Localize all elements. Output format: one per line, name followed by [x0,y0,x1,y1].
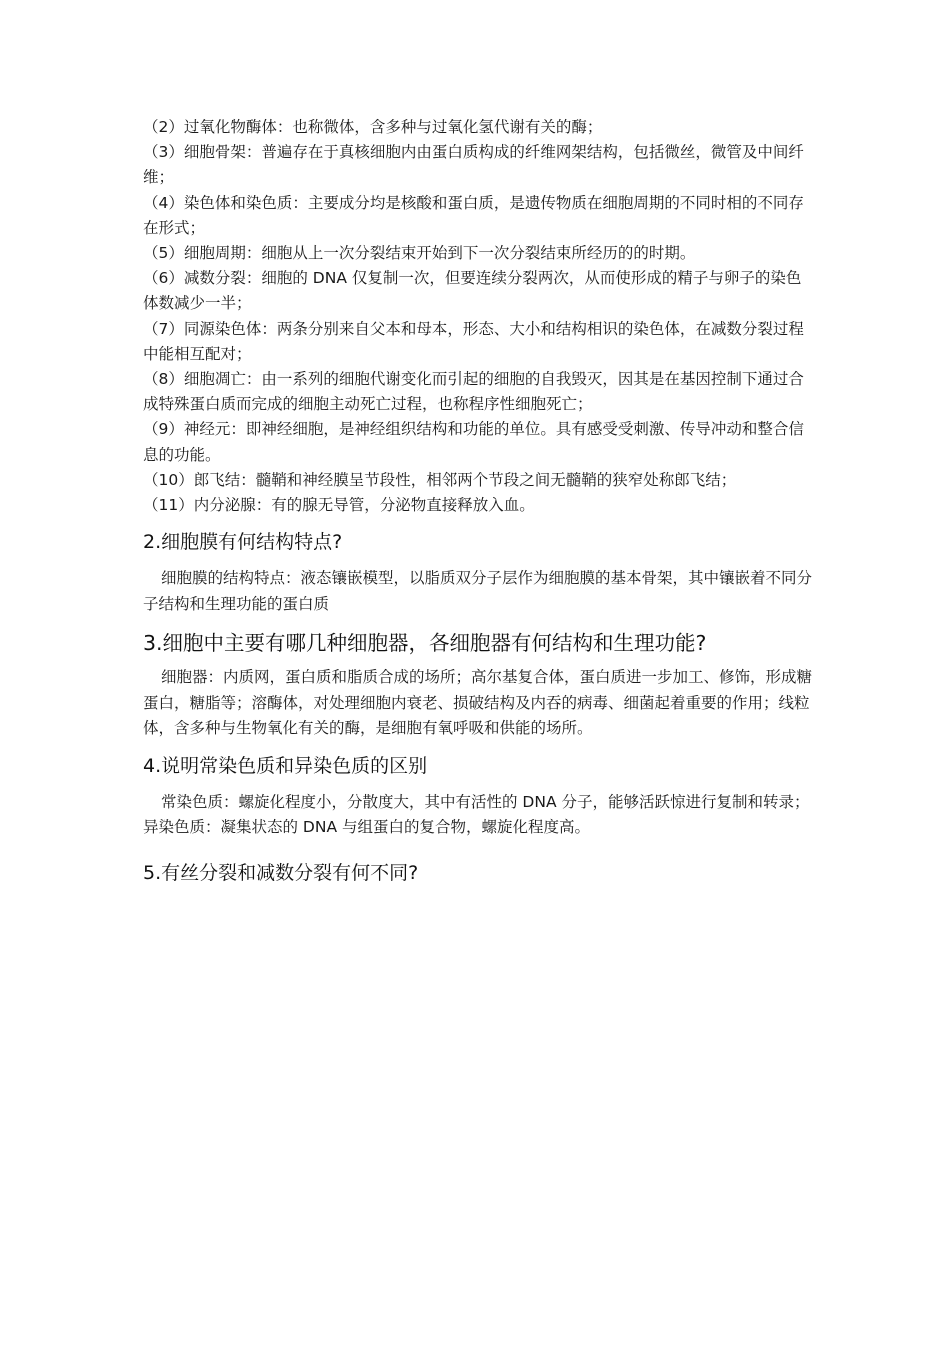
question-2-heading: 2.细胞膜有何结构特点? [143,531,343,554]
question-2-answer: 细胞膜的结构特点：液态镶嵌模型，以脂质双分子层作为细胞膜的基本骨架，其中镶嵌着不同分子结构和生理功能的蛋白质 [143,569,813,613]
question-4-answer: 常染色质：螺旋化程度小，分散度大，其中有活性的 DNA 分子，能够活跃惊进行复制和转录；异染色质：凝集状态的 DNA 与组蛋白的复合物，螺旋化程度高。 [143,792,810,837]
definition-item: （4）染色体和染色质：主要成分均是核酸和蛋白质，是遗传物质在细胞周期的不同时相的不同存在形式； [143,193,804,237]
question-3-heading: 3.细胞中主要有哪几种细胞器，各细胞器有何结构和生理功能? [143,631,707,656]
definition-item: （8）细胞凋亡：由一系列的细胞代谢变化而引起的细胞的自我毁灭，因其是在基因控制下通过合成特殊蛋白质而完成的细胞主动死亡过程，也称程序性细胞死亡； [143,370,804,414]
definition-item: （6）减数分裂：细胞的 DNA 仅复制一次，但要连续分裂两次，从而使形成的精子与卵子的染色体数减少一半； [143,269,802,313]
question-4-heading: 4.说明常染色质和异染色质的区别 [143,754,428,777]
question-3-answer: 细胞器：内质网，蛋白质和脂质合成的场所；高尔基复合体，蛋白质进一步加工、修饰，形成糖蛋白，糖脂等；溶酶体，对处理细胞内衰老、损破结构及内吞的病毒、细菌起着重要的作用；线粒体，含多种与生物氧化有关的酶，是细胞有氧呼吸和供能的场所。 [143,668,813,738]
definition-item: （2）过氧化物酶体：也称微体，含多种与过氧化氢代谢有关的酶； [143,118,603,136]
definition-item: （9）神经元：即神经细胞，是神经组织结构和功能的单位。具有感受受刺激、传导冲动和整合信息的功能。 [143,420,804,464]
definition-item: （10）郎飞结：髓鞘和神经膜呈节段性，相邻两个节段之间无髓鞘的狭窄处称郎飞结； [143,470,737,489]
definition-item: （3）细胞骨架：普遍存在于真核细胞内由蛋白质构成的纤维网架结构，包括微丝，微管及中间纤维； [143,143,804,187]
definition-item: （7）同源染色体：两条分别来自父本和母本，形态、大小和结构相识的染色体，在减数分裂过程中能相互配对； [143,319,804,363]
question-5-heading: 5.有丝分裂和减数分裂有何不同? [143,861,419,884]
definition-item: （5）细胞周期：细胞从上一次分裂结束开始到下一次分裂结束所经历的的时期。 [143,244,696,263]
document-page [143,115,813,887]
definition-list [143,115,813,518]
definition-item: （11）内分泌腺：有的腺无导管，分泌物直接释放入血。 [143,496,535,515]
